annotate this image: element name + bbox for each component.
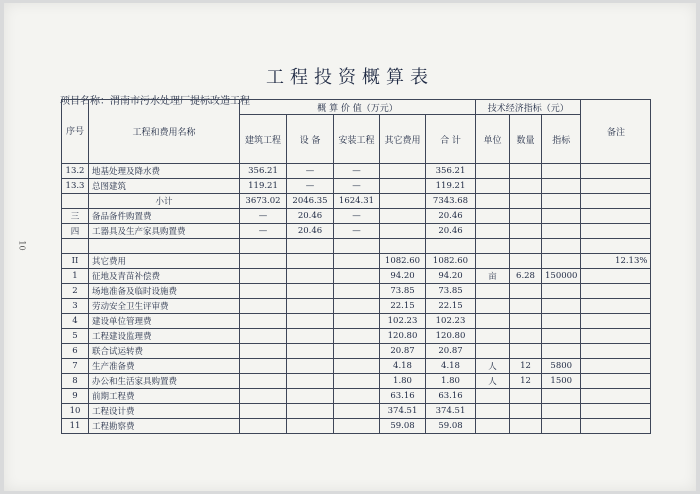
- table-row: [62, 164, 651, 179]
- row-unit: [476, 389, 510, 404]
- row-seq: 4: [62, 314, 89, 329]
- row-name: 劳动安全卫生评审费: [89, 299, 240, 314]
- row-quantity: [510, 224, 542, 239]
- row-other: 73.85: [380, 284, 426, 299]
- row-equipment: —: [287, 179, 334, 194]
- row-remark: [581, 209, 651, 224]
- table-row: [62, 374, 651, 389]
- row-other: 59.08: [380, 419, 426, 434]
- header-name: 工程和费用名称: [89, 100, 240, 164]
- row-equipment: 2046.35: [287, 194, 334, 209]
- row-unit: [476, 404, 510, 419]
- table-row: [62, 224, 651, 239]
- row-unit: [476, 344, 510, 359]
- row-name: 其它费用: [89, 254, 240, 269]
- row-unit: [476, 239, 510, 254]
- table-row: [62, 344, 651, 359]
- row-construction: [240, 329, 287, 344]
- row-other: 63.16: [380, 389, 426, 404]
- row-total: 59.08: [426, 419, 476, 434]
- row-remark: [581, 194, 651, 209]
- row-installation: [334, 314, 380, 329]
- row-total: 374.51: [426, 404, 476, 419]
- row-unit: [476, 179, 510, 194]
- table-row: [62, 299, 651, 314]
- row-construction: [240, 314, 287, 329]
- row-installation: [334, 239, 380, 254]
- row-seq: II: [62, 254, 89, 269]
- row-remark: [581, 314, 651, 329]
- row-unit: 人: [476, 374, 510, 389]
- row-seq: 9: [62, 389, 89, 404]
- header-remark: 备注: [581, 100, 651, 164]
- estimate-table: [61, 99, 651, 434]
- row-quantity: [510, 314, 542, 329]
- row-seq: 13.2: [62, 164, 89, 179]
- row-total: 1082.60: [426, 254, 476, 269]
- row-remark: [581, 299, 651, 314]
- row-seq: 8: [62, 374, 89, 389]
- row-equipment: [287, 329, 334, 344]
- row-seq: 6: [62, 344, 89, 359]
- header-estimate-group: 概 算 价 值（万元）: [240, 100, 476, 115]
- row-construction: [240, 344, 287, 359]
- row-unit: [476, 254, 510, 269]
- row-indicator: [542, 299, 581, 314]
- row-quantity: 6.28: [510, 269, 542, 284]
- header-other: 其它费用: [380, 115, 426, 164]
- document-page: [4, 3, 696, 491]
- table-row: [62, 389, 651, 404]
- row-name: 总图建筑: [89, 179, 240, 194]
- row-total: 22.15: [426, 299, 476, 314]
- row-indicator: 150000: [542, 269, 581, 284]
- row-name: 工程设计费: [89, 404, 240, 419]
- row-remark: [581, 419, 651, 434]
- row-unit: 亩: [476, 269, 510, 284]
- row-remark: [581, 179, 651, 194]
- row-equipment: —: [287, 164, 334, 179]
- row-other: [380, 224, 426, 239]
- row-total: 94.20: [426, 269, 476, 284]
- row-installation: —: [334, 179, 380, 194]
- row-unit: [476, 164, 510, 179]
- row-indicator: [542, 314, 581, 329]
- page-number: 10: [17, 240, 27, 251]
- row-quantity: [510, 344, 542, 359]
- row-construction: [240, 389, 287, 404]
- row-remark: [581, 284, 651, 299]
- row-other: 1082.60: [380, 254, 426, 269]
- table-row: [62, 194, 651, 209]
- row-installation: [334, 344, 380, 359]
- row-equipment: [287, 404, 334, 419]
- table-row: [62, 314, 651, 329]
- row-remark: [581, 329, 651, 344]
- row-construction: [240, 284, 287, 299]
- row-unit: [476, 194, 510, 209]
- row-installation: —: [334, 209, 380, 224]
- row-total: 73.85: [426, 284, 476, 299]
- row-quantity: 12: [510, 374, 542, 389]
- row-total: 119.21: [426, 179, 476, 194]
- row-quantity: [510, 209, 542, 224]
- row-total: 63.16: [426, 389, 476, 404]
- row-remark: [581, 164, 651, 179]
- row-quantity: [510, 194, 542, 209]
- row-indicator: [542, 254, 581, 269]
- row-seq: 四: [62, 224, 89, 239]
- row-equipment: [287, 359, 334, 374]
- row-other: 22.15: [380, 299, 426, 314]
- row-construction: [240, 359, 287, 374]
- row-installation: [334, 419, 380, 434]
- row-remark: [581, 344, 651, 359]
- row-installation: [334, 329, 380, 344]
- row-equipment: [287, 269, 334, 284]
- table-row: [62, 284, 651, 299]
- row-total: 20.46: [426, 209, 476, 224]
- row-quantity: [510, 239, 542, 254]
- row-other: [380, 209, 426, 224]
- row-installation: [334, 269, 380, 284]
- row-seq: 三: [62, 209, 89, 224]
- row-other: 374.51: [380, 404, 426, 419]
- row-quantity: [510, 329, 542, 344]
- row-indicator: [542, 164, 581, 179]
- row-quantity: [510, 284, 542, 299]
- row-other: 120.80: [380, 329, 426, 344]
- project-name: 项目名称：渭南市污水处理厂提标改造工程: [60, 96, 250, 107]
- row-installation: 1624.31: [334, 194, 380, 209]
- row-construction: —: [240, 209, 287, 224]
- row-name: 工程勘察费: [89, 419, 240, 434]
- row-equipment: [287, 254, 334, 269]
- row-name: [89, 239, 240, 254]
- row-seq: [62, 194, 89, 209]
- table-row: [62, 179, 651, 194]
- row-indicator: [542, 194, 581, 209]
- page-title: 工程投资概算表: [266, 67, 434, 88]
- row-other: 4.18: [380, 359, 426, 374]
- table-row: [62, 359, 651, 374]
- row-name: 小计: [89, 194, 240, 209]
- row-seq: 3: [62, 299, 89, 314]
- row-installation: —: [334, 164, 380, 179]
- row-name: 生产准备费: [89, 359, 240, 374]
- row-quantity: [510, 419, 542, 434]
- row-remark: [581, 359, 651, 374]
- row-total: 356.21: [426, 164, 476, 179]
- row-unit: [476, 329, 510, 344]
- row-other: 94.20: [380, 269, 426, 284]
- row-remark: [581, 389, 651, 404]
- header-equipment: 设 备: [287, 115, 334, 164]
- row-total: 4.18: [426, 359, 476, 374]
- row-name: 备品备件购置费: [89, 209, 240, 224]
- row-installation: [334, 284, 380, 299]
- row-total: [426, 239, 476, 254]
- row-equipment: [287, 419, 334, 434]
- row-equipment: [287, 389, 334, 404]
- row-quantity: [510, 164, 542, 179]
- table-row: [62, 209, 651, 224]
- row-construction: [240, 374, 287, 389]
- row-indicator: [542, 284, 581, 299]
- row-indicator: [542, 419, 581, 434]
- row-installation: —: [334, 224, 380, 239]
- row-indicator: [542, 404, 581, 419]
- row-installation: [334, 374, 380, 389]
- row-equipment: 20.46: [287, 224, 334, 239]
- row-equipment: 20.46: [287, 209, 334, 224]
- row-name: 征地及青苗补偿费: [89, 269, 240, 284]
- row-unit: [476, 299, 510, 314]
- row-name: 地基处理及降水费: [89, 164, 240, 179]
- row-construction: [240, 404, 287, 419]
- row-remark: [581, 239, 651, 254]
- row-other: [380, 179, 426, 194]
- header-indicator: 指标: [542, 115, 581, 164]
- row-remark: [581, 224, 651, 239]
- row-equipment: [287, 374, 334, 389]
- row-quantity: [510, 299, 542, 314]
- row-name: 工程建设监理费: [89, 329, 240, 344]
- row-indicator: [542, 239, 581, 254]
- table-row: [62, 419, 651, 434]
- row-quantity: [510, 179, 542, 194]
- row-installation: [334, 359, 380, 374]
- row-indicator: [542, 179, 581, 194]
- header-installation: 安装工程: [334, 115, 380, 164]
- row-other: [380, 194, 426, 209]
- row-equipment: [287, 314, 334, 329]
- row-name: 建设单位管理费: [89, 314, 240, 329]
- row-remark: [581, 374, 651, 389]
- row-remark: [581, 269, 651, 284]
- header-quantity: 数量: [510, 115, 542, 164]
- row-equipment: [287, 239, 334, 254]
- row-unit: 人: [476, 359, 510, 374]
- table-row: [62, 254, 651, 269]
- table-row: [62, 269, 651, 284]
- header-tech-group: 技术经济指标（元）: [476, 100, 581, 115]
- row-seq: 2: [62, 284, 89, 299]
- row-name: 工器具及生产家具购置费: [89, 224, 240, 239]
- row-name: 联合试运转费: [89, 344, 240, 359]
- row-indicator: [542, 209, 581, 224]
- row-seq: [62, 239, 89, 254]
- row-seq: 11: [62, 419, 89, 434]
- row-seq: 13.3: [62, 179, 89, 194]
- row-equipment: [287, 284, 334, 299]
- row-quantity: [510, 404, 542, 419]
- row-other: 102.23: [380, 314, 426, 329]
- header-total: 合 计: [426, 115, 476, 164]
- row-total: 120.80: [426, 329, 476, 344]
- row-equipment: [287, 299, 334, 314]
- row-seq: 1: [62, 269, 89, 284]
- row-total: 7343.68: [426, 194, 476, 209]
- row-indicator: [542, 329, 581, 344]
- row-name: 办公和生活家具购置费: [89, 374, 240, 389]
- row-construction: [240, 269, 287, 284]
- row-equipment: [287, 344, 334, 359]
- row-unit: [476, 284, 510, 299]
- row-quantity: [510, 254, 542, 269]
- row-installation: [334, 254, 380, 269]
- row-total: 102.23: [426, 314, 476, 329]
- header-construction: 建筑工程: [240, 115, 287, 164]
- row-other: 20.87: [380, 344, 426, 359]
- row-indicator: 1500: [542, 374, 581, 389]
- row-installation: [334, 404, 380, 419]
- row-remark: [581, 404, 651, 419]
- row-other: 1.80: [380, 374, 426, 389]
- row-seq: 7: [62, 359, 89, 374]
- row-indicator: [542, 344, 581, 359]
- row-other: [380, 164, 426, 179]
- row-seq: 5: [62, 329, 89, 344]
- row-unit: [476, 224, 510, 239]
- row-construction: 356.21: [240, 164, 287, 179]
- row-construction: 3673.02: [240, 194, 287, 209]
- row-construction: 119.21: [240, 179, 287, 194]
- row-construction: [240, 299, 287, 314]
- row-installation: [334, 299, 380, 314]
- row-quantity: [510, 389, 542, 404]
- header-seq: 序号: [62, 100, 89, 164]
- row-total: 1.80: [426, 374, 476, 389]
- table-row: [62, 239, 651, 254]
- row-name: 场地准备及临时设施费: [89, 284, 240, 299]
- row-indicator: [542, 224, 581, 239]
- row-construction: [240, 254, 287, 269]
- row-quantity: 12: [510, 359, 542, 374]
- row-name: 前期工程费: [89, 389, 240, 404]
- row-remark: 12.13%: [581, 254, 651, 269]
- row-construction: [240, 419, 287, 434]
- header-unit: 单位: [476, 115, 510, 164]
- row-unit: [476, 419, 510, 434]
- row-other: [380, 239, 426, 254]
- table-row: [62, 329, 651, 344]
- row-construction: [240, 239, 287, 254]
- row-total: 20.46: [426, 224, 476, 239]
- row-total: 20.87: [426, 344, 476, 359]
- row-construction: —: [240, 224, 287, 239]
- row-unit: [476, 314, 510, 329]
- row-unit: [476, 209, 510, 224]
- row-seq: 10: [62, 404, 89, 419]
- row-indicator: 5800: [542, 359, 581, 374]
- table-row: [62, 404, 651, 419]
- row-installation: [334, 389, 380, 404]
- row-indicator: [542, 389, 581, 404]
